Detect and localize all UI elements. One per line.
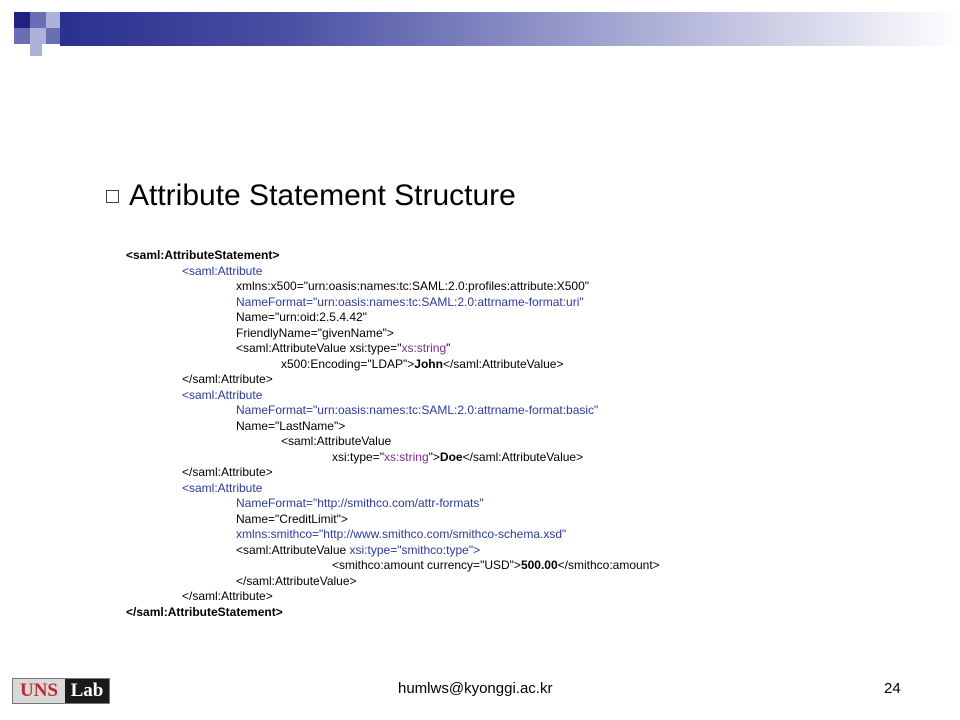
code-line: <saml:AttributeValue xsi:type="xs:string" bbox=[236, 341, 451, 355]
code-line: </saml:AttributeStatement> bbox=[126, 604, 283, 619]
header-square-icon bbox=[30, 44, 42, 56]
code-line: <saml:Attribute bbox=[182, 263, 263, 278]
header-square-icon bbox=[14, 12, 30, 28]
code-line: xmlns:x500="urn:oasis:names:tc:SAML:2.0:profiles:attribute:X500" bbox=[236, 279, 590, 293]
code-line: Name="LastName"> bbox=[236, 418, 346, 433]
slide-title-row bbox=[106, 176, 516, 216]
header-square-icon bbox=[30, 12, 46, 28]
uns-lab-logo bbox=[12, 678, 110, 704]
code-line: </saml:Attribute> bbox=[182, 372, 273, 386]
header-square-icon bbox=[30, 28, 46, 44]
code-line: NameFormat="urn:oasis:names:tc:SAML:2.0:attrname-format:basic" bbox=[236, 403, 599, 417]
code-line: NameFormat="http://smithco.com/attr-formats" bbox=[236, 496, 484, 510]
code-line: <saml:AttributeStatement> bbox=[126, 248, 280, 262]
code-line: <saml:AttributeValue bbox=[281, 434, 392, 448]
code-line: FriendlyName="givenName"> bbox=[236, 325, 394, 340]
page-number: 24 bbox=[884, 680, 901, 697]
code-line: <saml:AttributeValue xsi:type="smithco:type"> bbox=[236, 542, 481, 557]
xml-code-block bbox=[126, 248, 926, 620]
code-line: Name="CreditLimit"> bbox=[236, 511, 348, 526]
code-line: </saml:Attribute> bbox=[182, 465, 273, 479]
code-line: <saml:Attribute bbox=[182, 480, 263, 495]
code-line: <saml:Attribute bbox=[182, 387, 263, 402]
code-line: xmlns:smithco="http://www.smithco.com/smithco-schema.xsd" bbox=[236, 527, 567, 541]
header-gradient-band bbox=[60, 12, 960, 46]
code-line: </saml:Attribute> bbox=[182, 589, 273, 603]
square-bullet-icon bbox=[106, 190, 119, 203]
logo-lab-text: Lab bbox=[65, 679, 109, 703]
logo-uns-text: UNS bbox=[13, 679, 65, 703]
code-line: <smithco:amount currency="USD">500.00</smithco:amount> bbox=[332, 558, 660, 572]
footer-email: humlws@kyonggi.ac.kr bbox=[398, 680, 553, 697]
code-line: </saml:AttributeValue> bbox=[236, 573, 357, 588]
code-line: xsi:type="xs:string">Doe</saml:AttributeValue> bbox=[332, 449, 584, 464]
header-square-icon bbox=[46, 28, 60, 44]
code-line: x500:Encoding="LDAP">John</saml:AttributeValue> bbox=[281, 356, 564, 371]
code-line: Name="urn:oid:2.5.4.42" bbox=[236, 310, 367, 324]
header-square-icon bbox=[46, 12, 60, 28]
header-square-icon bbox=[14, 28, 30, 44]
code-line: NameFormat="urn:oasis:names:tc:SAML:2.0:attrname-format:uri" bbox=[236, 294, 584, 309]
slide-title: Attribute Statement Structure bbox=[129, 179, 516, 212]
